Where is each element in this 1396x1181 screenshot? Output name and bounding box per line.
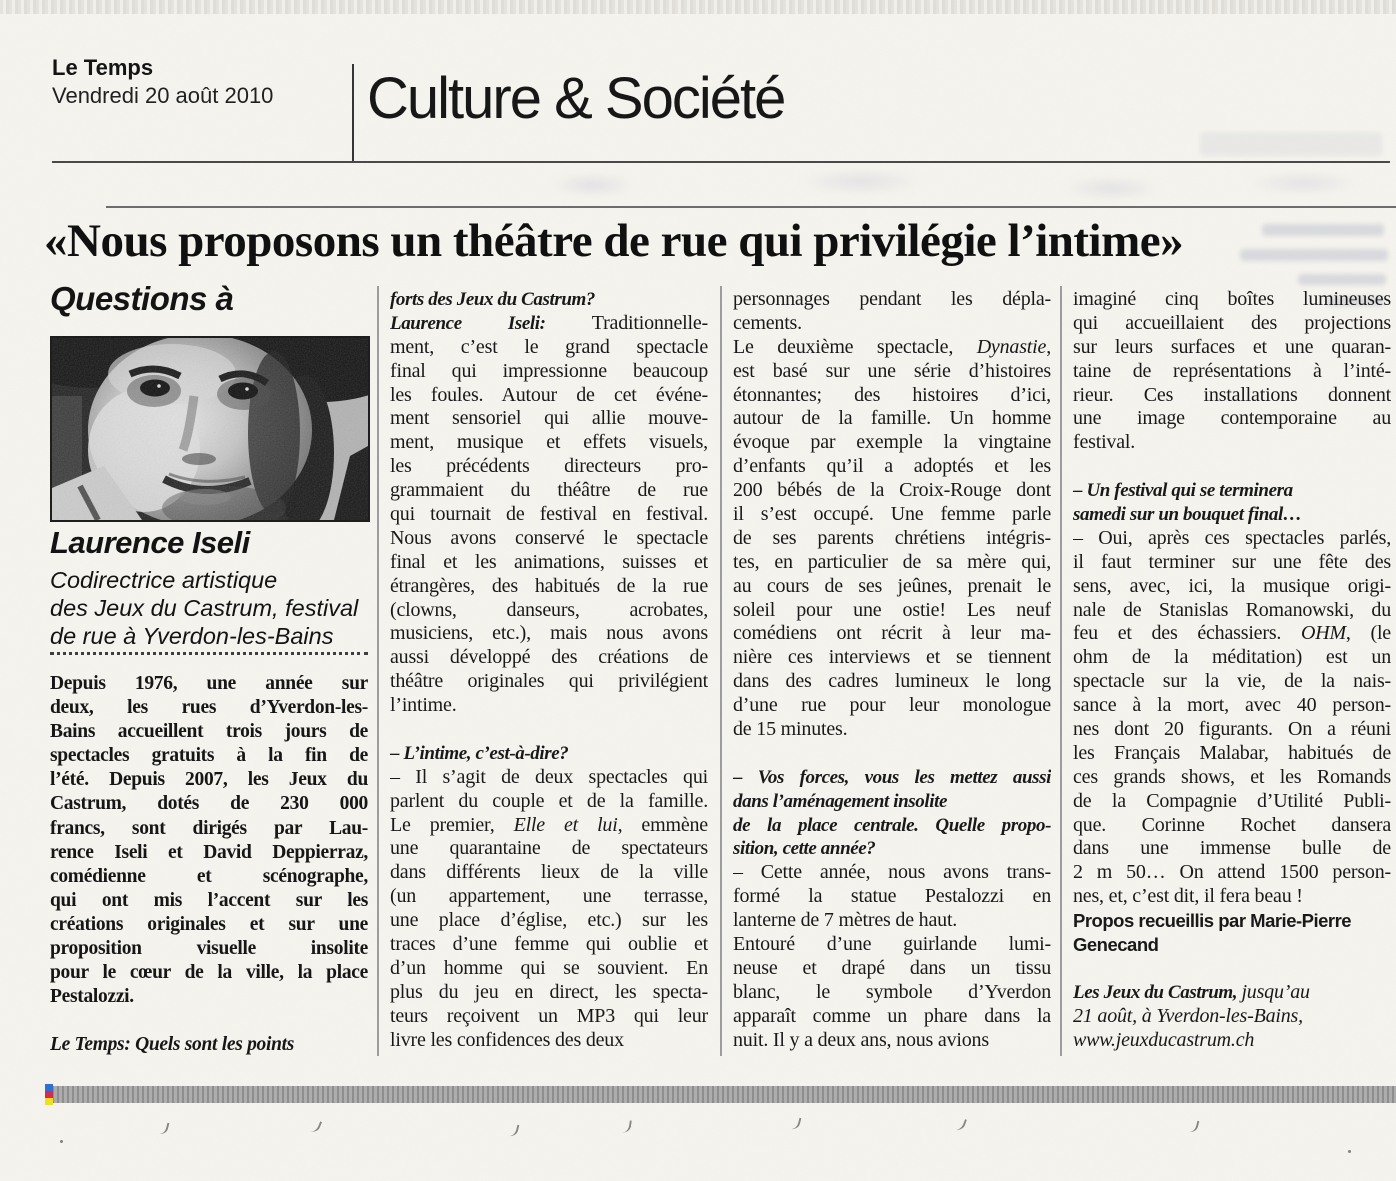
text-run: parlent du couple et de la famille.: [390, 789, 708, 812]
text-line: [1073, 670, 1391, 694]
scan-speck: [60, 1140, 63, 1143]
text-run: au cours de ses jeûnes, prenait le: [733, 574, 1051, 597]
text-line: [50, 672, 368, 696]
text-line: [733, 503, 1051, 527]
text-line: [390, 431, 708, 455]
text-line: [1073, 455, 1391, 479]
article-headline: «Nous proposons un théâtre de rue qui privilégie l’intime»: [44, 215, 1184, 267]
text-line: [1073, 766, 1391, 790]
top-rule: [52, 161, 1390, 163]
text-line: [50, 720, 368, 744]
text-run: autour de la famille. Un homme: [733, 407, 1051, 430]
text-line: [733, 336, 1051, 360]
text-run: apparaît comme un phare dans la: [733, 1004, 1051, 1027]
column-4: [1073, 288, 1391, 1053]
text-line: [1073, 933, 1391, 957]
text-line: [50, 865, 368, 889]
scan-speck: [1348, 1150, 1351, 1153]
text-line: [50, 985, 368, 1009]
text-line: [390, 455, 708, 479]
text-run: – L’intime, c’est-à-dire?: [390, 742, 569, 764]
registration-chip-cyan: [45, 1084, 53, 1091]
text-run: Traditionnelle-: [591, 311, 708, 334]
text-run: forts des Jeux du Castrum?: [390, 289, 595, 310]
text-line: [733, 622, 1051, 646]
text-run: – Un festival qui se terminera: [1073, 480, 1293, 502]
scanner-noise-band: [0, 0, 1396, 14]
text-run: les précédents directeurs pro-: [390, 455, 708, 478]
text-line: [733, 1005, 1051, 1029]
text-line: [733, 288, 1051, 312]
text-run: – Vos forces, vous les mettez aussi: [733, 766, 1051, 788]
text-run: 200 bébés de la Croix-Rouge dont: [733, 479, 1051, 502]
text-line: [390, 718, 708, 742]
interviewee-role: [50, 566, 358, 650]
text-line: [733, 933, 1051, 957]
text-run: d’enfants qu’il a adoptés et les: [733, 455, 1051, 478]
print-separator-bar: [52, 1086, 1396, 1103]
text-line: [733, 814, 1051, 838]
text-run: de ses parents chrétiens intégris-: [733, 526, 1051, 549]
text-run: musiciens, etc.), mais nous avons: [390, 622, 708, 645]
text-run: , emmène: [617, 813, 708, 836]
text-run: sance à la mort, avec 40 person-: [1073, 694, 1391, 717]
column-divider: [720, 286, 722, 1056]
text-line: [733, 1029, 1051, 1053]
text-run: d’un homme qui se souvient. En: [390, 956, 708, 979]
text-line: [1073, 885, 1391, 909]
text-run: ohm de la méditation) est un: [1073, 646, 1391, 669]
text-line: [390, 312, 708, 336]
text-run: Castrum, dotés de 230 000: [50, 793, 368, 815]
text-run: une place d’église, etc.) sur les: [390, 909, 708, 932]
text-run: Les Jeux du Castrum,: [1073, 981, 1242, 1003]
text-run: théâtre originales qui privilégient: [390, 670, 708, 693]
text-run: de la Compagnie d’Utilité Publi-: [1073, 789, 1391, 812]
text-line: [733, 384, 1051, 408]
text-line: [390, 599, 708, 623]
text-run: de la place centrale. Quelle propo-: [733, 814, 1051, 836]
text-run: nière ces interviews et se tiennent: [733, 646, 1051, 669]
portrait-photo: [50, 336, 370, 522]
column-divider: [1060, 286, 1062, 1056]
text-line: [50, 913, 368, 937]
text-line: [390, 479, 708, 503]
text-line: [733, 599, 1051, 623]
text-line: [1073, 790, 1391, 814]
text-line: [1073, 407, 1391, 431]
role-line: de rue à Yverdon-les-Bains: [50, 623, 334, 649]
text-run: personnages pendant les dépla-: [733, 288, 1051, 310]
text-line: [390, 957, 708, 981]
text-line: [733, 551, 1051, 575]
text-line: [733, 312, 1051, 336]
text-run: spectacle sur la vie, de la nais-: [1073, 670, 1391, 693]
kicker: Questions à: [50, 280, 234, 317]
text-run: taine de représentations à l’inté-: [1073, 359, 1391, 382]
text-run: soleil pour une ostie! Les neuf: [733, 598, 1051, 621]
text-line: [50, 768, 368, 792]
text-line: [1073, 384, 1391, 408]
text-line: [390, 861, 708, 885]
text-run: une quarantaine de spectateurs: [390, 837, 708, 860]
text-line: [733, 431, 1051, 455]
masthead-divider: [352, 64, 354, 163]
text-line: [1073, 575, 1391, 599]
text-line: [390, 933, 708, 957]
text-run: pour le cœur de la ville, la place: [50, 962, 368, 984]
text-run: – Cette année, nous avons trans-: [733, 861, 1051, 884]
text-line: [1073, 527, 1391, 551]
text-line: [733, 885, 1051, 909]
text-run: blanc, le symbole d’Yverdon: [733, 980, 1051, 1003]
text-line: [733, 407, 1051, 431]
text-run: ment sensoriel qui allie mouve-: [390, 407, 708, 430]
text-line: [733, 861, 1051, 885]
text-line: [1073, 814, 1391, 838]
text-line: [50, 937, 368, 961]
text-run: samedi sur un bouquet final…: [1073, 504, 1302, 526]
ghost-print-band: [420, 168, 1380, 202]
role-line: Codirectrice artistique: [50, 567, 278, 593]
text-run: Dynastie: [976, 335, 1047, 358]
text-line: [50, 817, 368, 841]
text-run: final et les animations, suisses et: [390, 550, 708, 573]
text-line: [390, 790, 708, 814]
text-line: [1073, 479, 1391, 503]
text-run: nes, et, c’est dit, il fera beau !: [1073, 885, 1303, 908]
text-line: [1073, 622, 1391, 646]
text-line: [50, 841, 368, 865]
text-run: Genecand: [1073, 934, 1159, 956]
ghost-print-line: [1262, 224, 1384, 236]
registration-chip-magenta: [45, 1091, 53, 1098]
text-run: aussi développé des créations de: [390, 646, 708, 669]
text-run: lanterne de 7 mètres de haut.: [733, 909, 958, 932]
text-line: [390, 909, 708, 933]
text-line: [390, 1029, 708, 1053]
scan-speck: [622, 1120, 632, 1134]
text-line: [390, 575, 708, 599]
text-run: OHM: [1300, 622, 1346, 645]
text-run: sens, avec, ici, la musique origi-: [1073, 574, 1391, 597]
text-run: Nous avons conservé le spectacle: [390, 526, 708, 549]
text-line: [1073, 718, 1391, 742]
text-line: [733, 360, 1051, 384]
text-run: dans des cadres lumineux le long: [733, 670, 1051, 693]
text-run: imaginé cinq boîtes lumineuses: [1073, 288, 1391, 310]
text-line: [733, 670, 1051, 694]
text-line: [733, 742, 1051, 766]
text-run: jusqu’au: [1241, 980, 1310, 1003]
text-run: francs, sont dirigés par Lau-: [50, 817, 368, 839]
text-run: proposition visuelle insolite: [50, 938, 368, 960]
text-run: cements.: [733, 311, 802, 334]
text-run: Elle et lui: [513, 813, 618, 836]
scan-speck: [159, 1121, 170, 1136]
text-line: [1073, 551, 1391, 575]
text-run: étrangères, des habitués de la rue: [390, 574, 708, 597]
text-line: [390, 814, 708, 838]
headline-rule: [106, 206, 1396, 208]
text-run: d’une rue pour leur monologue: [733, 694, 1051, 717]
text-run: créations originales et sur une: [50, 913, 368, 935]
text-run: traces d’une femme qui oublie et: [390, 933, 708, 956]
paper-name: Le Temps: [52, 55, 154, 80]
text-line: [50, 744, 368, 768]
role-line: des Jeux du Castrum, festival: [50, 595, 359, 621]
text-line: [1073, 312, 1391, 336]
text-line: [1073, 1029, 1391, 1053]
text-line: [390, 885, 708, 909]
text-run: Le premier,: [390, 813, 514, 836]
registration-chip-yellow: [45, 1098, 53, 1105]
text-line: [733, 527, 1051, 551]
scan-speck: [509, 1123, 520, 1138]
text-run: deux, les rues d’Yverdon-les-: [50, 697, 368, 719]
text-line: [733, 909, 1051, 933]
text-run: qui accueillaient des projections: [1073, 311, 1391, 334]
text-line: [733, 981, 1051, 1005]
interviewee-name: Laurence Iseli: [50, 525, 250, 560]
scan-speck: [791, 1116, 802, 1131]
text-run: grammaient du théâtre de rue: [390, 479, 708, 502]
text-run: de 15 minutes.: [733, 718, 848, 741]
text-run: rence Iseli et David Deppierraz,: [50, 841, 368, 863]
text-line: [390, 288, 708, 312]
text-run: sition, cette année?: [733, 838, 876, 860]
text-line: [50, 889, 368, 913]
portrait-photo-art: [52, 338, 368, 520]
text-run: feu et des échassiers.: [1073, 622, 1301, 645]
text-line: [390, 336, 708, 360]
text-run: ces grands shows, et les Romands: [1073, 765, 1391, 788]
text-line: [390, 670, 708, 694]
text-run: Entouré d’une guirlande lumi-: [733, 933, 1051, 956]
text-line: [1073, 981, 1391, 1005]
text-line: [390, 527, 708, 551]
text-line: [390, 1005, 708, 1029]
text-line: [733, 455, 1051, 479]
text-run: est basé sur une série d’histoires: [733, 359, 1051, 382]
text-run: dans différents lieux de la ville: [390, 861, 708, 884]
text-line: [1073, 503, 1391, 527]
text-run: comédienne et scénographe,: [50, 865, 368, 887]
text-run: nale de Stanislas Romanowski, du: [1073, 598, 1391, 621]
text-run: neuse et drapé dans un tissu: [733, 956, 1051, 979]
text-line: [1073, 742, 1391, 766]
text-line: [733, 718, 1051, 742]
text-run: étonnantes; des histoires d’ici,: [733, 383, 1051, 406]
text-line: [1073, 909, 1391, 933]
text-run: (clowns, danseurs, acrobates,: [390, 598, 708, 621]
text-line: [390, 622, 708, 646]
text-line: [390, 503, 708, 527]
text-run: nuit. Il y a deux ans, nous avions: [733, 1028, 989, 1051]
text-line: [390, 694, 708, 718]
text-run: Depuis 1976, une année sur: [50, 673, 368, 694]
text-run: que. Corinne Rochet dansera: [1073, 813, 1391, 836]
section-title: Culture & Société: [367, 66, 785, 131]
text-line: [390, 646, 708, 670]
ghost-print-line: [1240, 249, 1388, 261]
text-line: [1073, 837, 1391, 861]
text-run: plus du jeu en direct, les specta-: [390, 980, 708, 1003]
text-line: [1073, 288, 1391, 312]
text-line: [50, 1009, 368, 1033]
text-run: une image contemporaine au: [1073, 407, 1391, 430]
text-line: [390, 551, 708, 575]
text-run: 21 août, à Yverdon-les-Bains,: [1073, 1004, 1303, 1027]
text-run: nes dont 20 figurants. On a réuni: [1073, 718, 1391, 741]
text-run: spectacles gratuits à la fin de: [50, 745, 368, 767]
text-line: [733, 790, 1051, 814]
issue-date: Vendredi 20 août 2010: [52, 83, 274, 108]
scan-speck: [1189, 1119, 1200, 1134]
text-line: [1073, 336, 1391, 360]
text-line: [50, 1033, 368, 1057]
text-run: ,: [1046, 335, 1051, 358]
text-line: [50, 961, 368, 985]
text-run: – Oui, après ces spectacles parlés,: [1073, 526, 1391, 549]
text-run: ment, c’est le grand spectacle: [390, 335, 708, 358]
text-run: final qui impressionne beaucoup: [390, 359, 708, 382]
text-line: [1073, 599, 1391, 623]
scan-speck: [310, 1119, 322, 1134]
dotted-divider: [50, 652, 368, 655]
text-line: [733, 837, 1051, 861]
text-line: [733, 766, 1051, 790]
text-line: [1073, 957, 1391, 981]
text-run: qui tournait de festival en festival.: [390, 503, 708, 526]
text-line: [733, 694, 1051, 718]
text-line: [390, 360, 708, 384]
text-run: – Il s’agit de deux spectacles qui: [390, 765, 708, 788]
text-run: dans une immense bulle de: [1073, 837, 1391, 860]
text-line: [1073, 360, 1391, 384]
text-run: www.jeuxducastrum.ch: [1073, 1028, 1255, 1051]
ghost-print-smudge: [1200, 132, 1382, 156]
text-run: (un appartement, une terrasse,: [390, 885, 708, 908]
scan-speck: [955, 1117, 967, 1132]
text-run: , (le: [1345, 622, 1391, 645]
text-run: sur leurs surfaces et une quaran-: [1073, 335, 1391, 358]
text-line: [390, 981, 708, 1005]
text-line: [390, 407, 708, 431]
text-run: Laurence Iseli:: [390, 312, 592, 334]
text-line: [50, 696, 368, 720]
text-run: teurs reçoivent un MP3 qui leur: [390, 1004, 708, 1027]
text-line: [390, 742, 708, 766]
column-divider: [377, 286, 379, 1056]
text-run: 2 m 50… On attend 1500 person-: [1073, 861, 1391, 884]
text-run: festival.: [1073, 431, 1136, 454]
text-run: les Français Malabar, habitués de: [1073, 741, 1391, 764]
column-1-intro: [50, 672, 368, 1058]
text-line: [733, 646, 1051, 670]
text-run: Bains accueillent trois jours de: [50, 721, 368, 743]
text-line: [1073, 431, 1391, 455]
column-2: [390, 288, 708, 1053]
text-line: [1073, 694, 1391, 718]
ghost-print-line: [1298, 274, 1386, 285]
text-line: [50, 792, 368, 816]
text-run: l’intime.: [390, 694, 457, 717]
text-line: [1073, 861, 1391, 885]
text-run: Le deuxième spectacle,: [733, 335, 977, 358]
text-run: qui ont mis l’accent sur les: [50, 889, 368, 911]
text-run: Le Temps: Quels sont les points: [50, 1034, 295, 1056]
text-line: [390, 384, 708, 408]
text-run: formé la statue Pestalozzi en: [733, 885, 1051, 908]
text-run: l’été. Depuis 2007, les Jeux du: [50, 769, 368, 791]
text-run: Pestalozzi.: [50, 986, 134, 1008]
text-run: tes, en particulier de sa mère qui,: [733, 550, 1051, 573]
text-line: [1073, 1005, 1391, 1029]
text-line: [1073, 646, 1391, 670]
text-run: dans l’aménagement insolite: [733, 790, 948, 812]
text-line: [390, 837, 708, 861]
text-line: [390, 766, 708, 790]
text-run: il s’est occupé. Une femme parle: [733, 503, 1051, 526]
text-run: il faut terminer sur une fête des: [1073, 550, 1391, 573]
text-run: les foules. Autour de cet événe-: [390, 383, 708, 406]
text-line: [733, 957, 1051, 981]
text-run: rieur. Ces installations donnent: [1073, 383, 1391, 406]
text-line: [733, 575, 1051, 599]
text-run: évoque par exemple la vingtaine: [733, 431, 1051, 454]
text-run: ment, musique et effets visuels,: [390, 431, 708, 454]
text-run: livre les confidences des deux: [390, 1028, 624, 1051]
text-line: [733, 479, 1051, 503]
text-run: comédiens ont récrit à leur ma-: [733, 622, 1051, 645]
text-run: Propos recueillis par Marie-Pierre: [1073, 910, 1352, 932]
column-3: [733, 288, 1051, 1053]
